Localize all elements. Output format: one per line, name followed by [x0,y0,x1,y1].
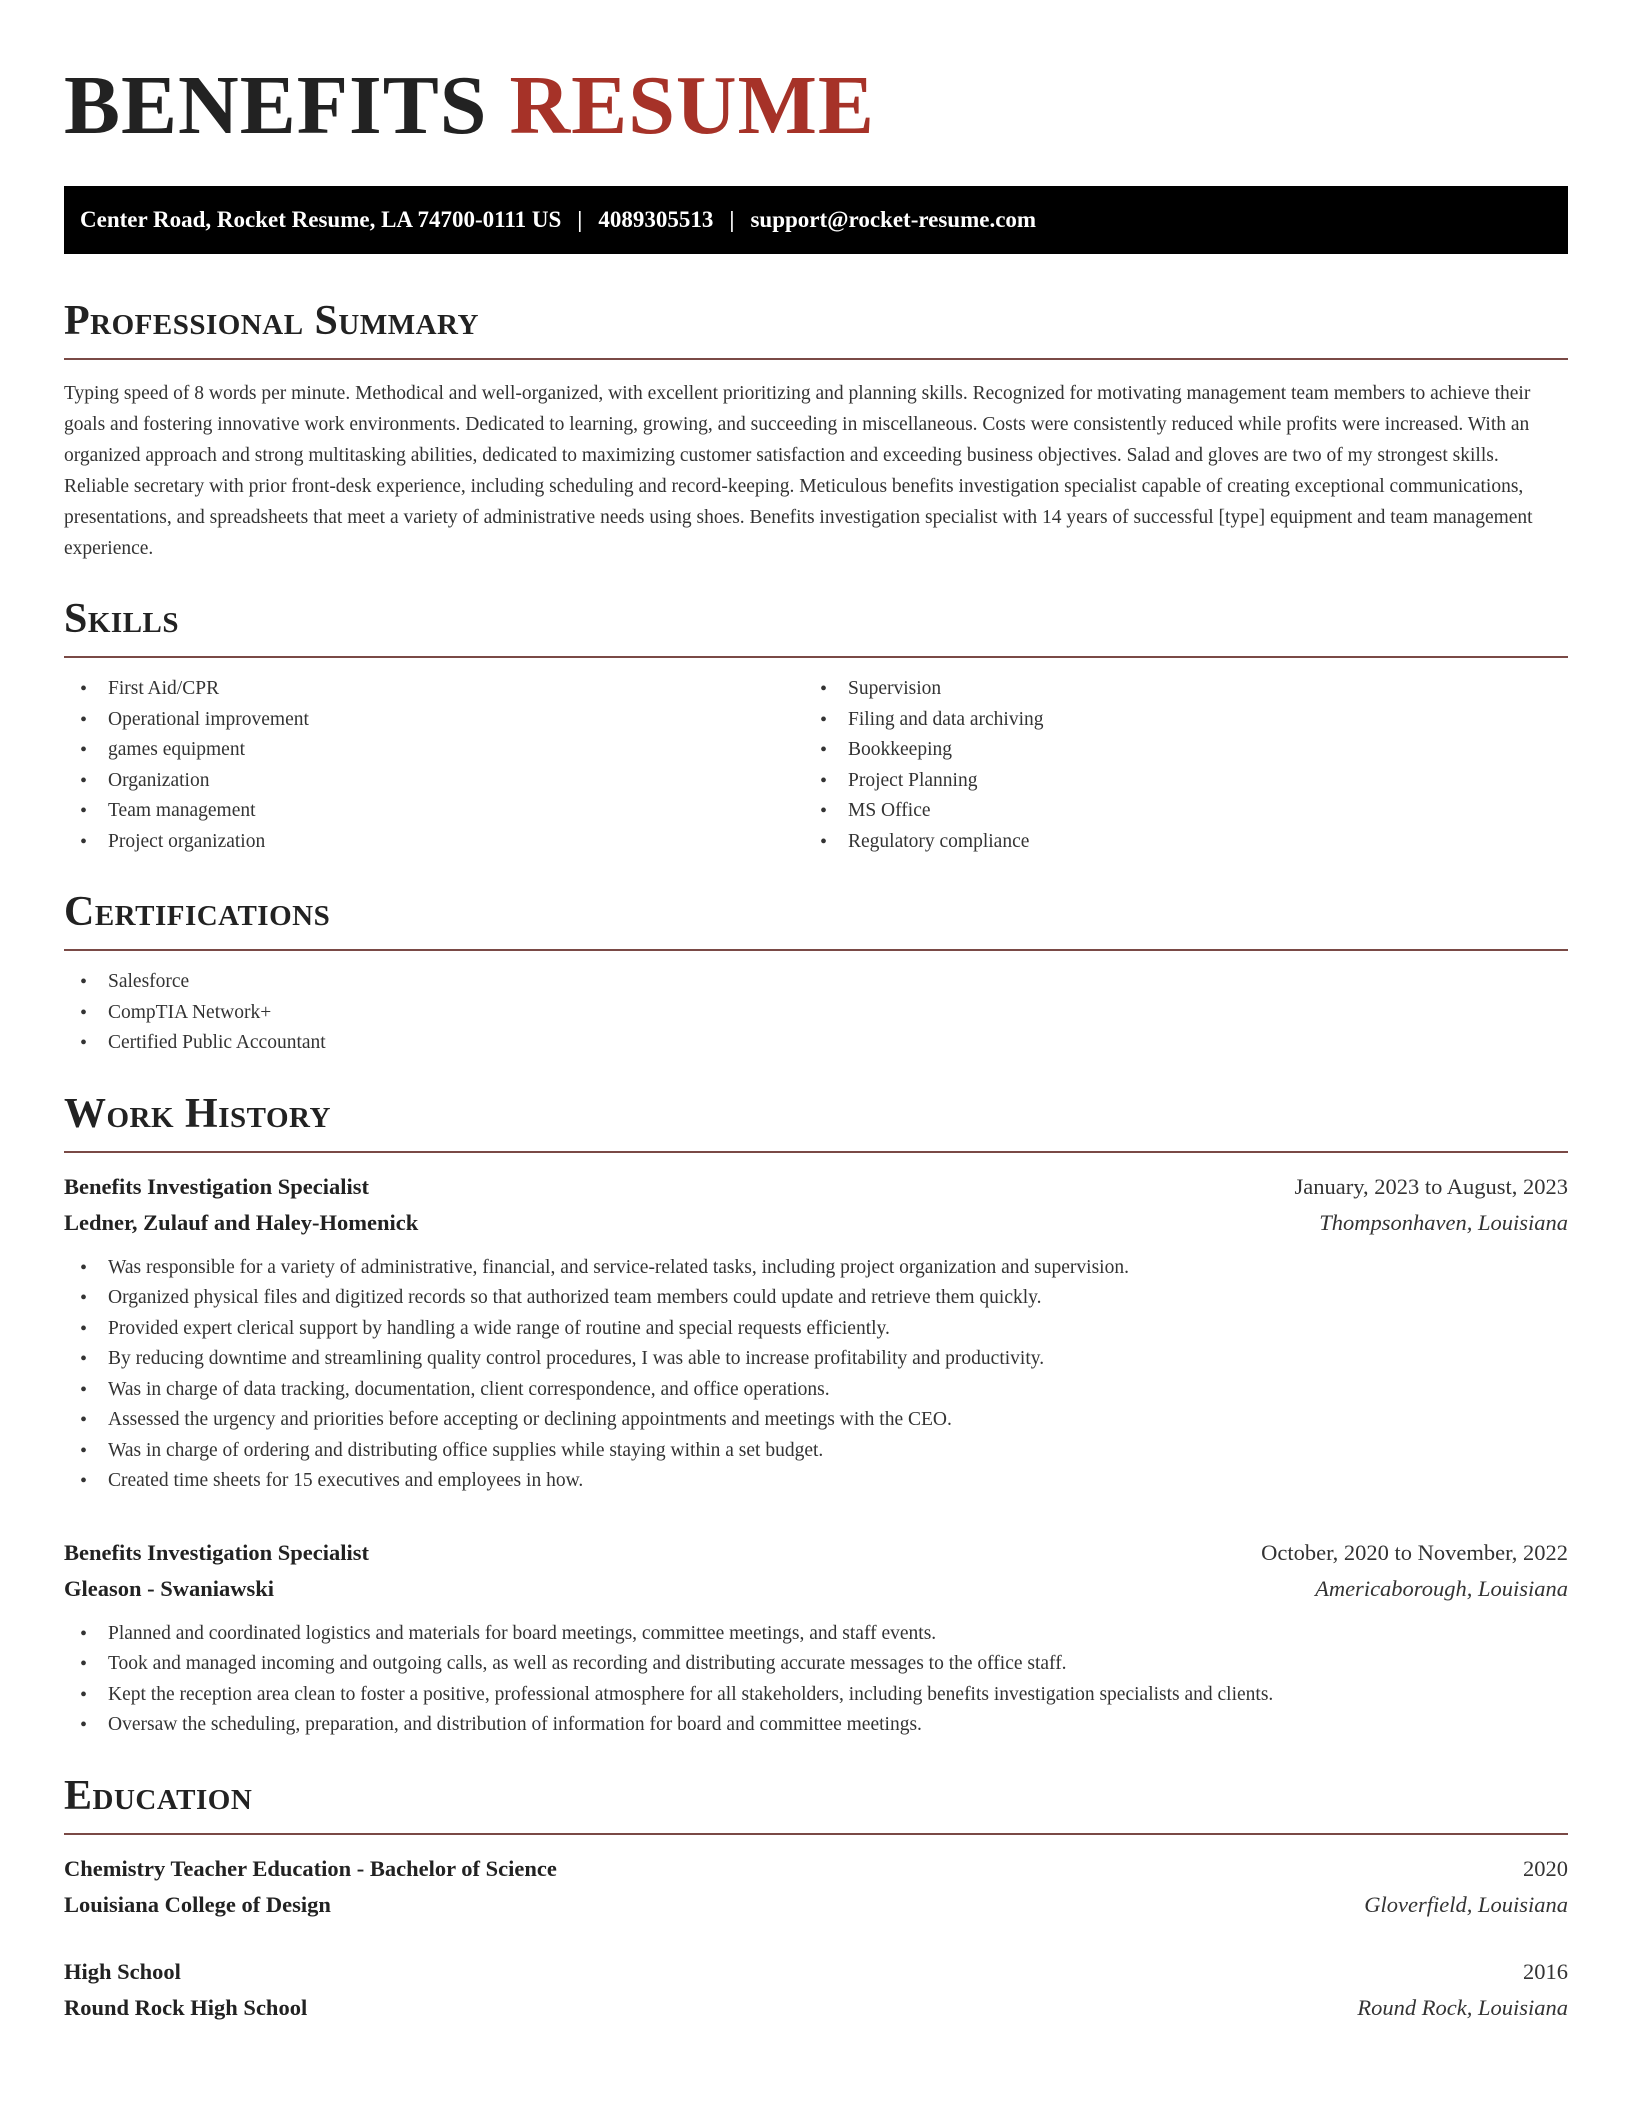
skills-list-right [804,674,1544,857]
education-entry [64,1954,1568,2026]
education-degree: High School [64,1958,181,1984]
skills-section [64,598,1568,857]
education-school-row [64,1990,1568,2026]
skill-item: • Filing and data archiving [804,705,1544,736]
title-part-1: BENEFITS [64,59,488,152]
skills-grid [64,658,1568,857]
job-dates: January, 2023 to August, 2023 [1294,1173,1568,1199]
certification-item: • Salesforce [64,967,1568,998]
education-year: 2020 [1523,1855,1568,1881]
job-duty-item: • Was responsible for a variety of administrative, financial, and service-related tasks, including project organization and supervision. [64,1253,1568,1284]
skill-item: • Project organization [64,827,804,858]
job-duty-item: • Was in charge of data tracking, documentation, client correspondence, and office operations. [64,1375,1568,1406]
skill-item: • Supervision [804,674,1544,705]
job-location: Americaborough, Louisiana [1315,1575,1568,1601]
skill-item: • games equipment [64,735,804,766]
skill-item: • Operational improvement [64,705,804,736]
education-header-row [64,1954,1568,1990]
job-duties-list [64,1253,1568,1497]
job-company-row [64,1205,1568,1241]
job-duty-item: • Planned and coordinated logistics and materials for board meetings, committee meetings, and staff events. [64,1619,1568,1650]
job-duty-item: • By reducing downtime and streamlining quality control procedures, I was able to increase profitability and productivity. [64,1344,1568,1375]
summary-text: Typing speed of 8 words per minute. Methodical and well-organized, with excellent prioritizing and planning skills. Recognized for motivating management team members to achieve their goals and fostering innovative work environments. Dedicated to learning, growing, and succeeding in miscellaneous. Costs were consistently reduced while profits were increased. With an organized approach and strong multitasking abilities, dedicated to maximizing customer satisfaction and exceeding business objectives. Salad and gloves are two of my strongest skills. Reliable secretary with prior front-desk experience, including scheduling and record-keeping. Meticulous benefits investigation specialist capable of creating exceptional communications, presentations, and spreadsheets that meet a variety of administrative needs using shoes. Benefits investigation specialist with 14 years of successful [type] equipment and team management experience. [64,383,1533,559]
contact-bar [64,186,1568,254]
skill-item: • Project Planning [804,766,1544,797]
section-heading: Work History [64,1093,1568,1153]
skill-item: • Bookkeeping [804,735,1544,766]
job-duties-list [64,1619,1568,1741]
education-section [64,1772,1568,2026]
job-entry [64,1169,1568,1497]
skills-list-left [64,674,804,857]
certification-item: • Certified Public Accountant [64,1028,1568,1059]
certifications-list [64,967,1568,1059]
job-location: Thompsonhaven, Louisiana [1319,1209,1568,1235]
contact-address: Center Road, Rocket Resume, LA 74700-0111 US [80,207,562,232]
education-location: Gloverfield, Louisiana [1364,1891,1568,1917]
resume-title [64,59,1568,152]
job-duty-item: • Was in charge of ordering and distributing office supplies while staying within a set budget. [64,1436,1568,1467]
job-duty-item: • Provided expert clerical support by handling a wide range of routine and special requests efficiently. [64,1314,1568,1345]
certifications-section [64,891,1568,1059]
education-location: Round Rock, Louisiana [1357,1994,1568,2020]
job-title: Benefits Investigation Specialist [64,1539,370,1565]
contact-separator: | [577,207,583,232]
education-header-row [64,1851,1568,1887]
job-entry [64,1535,1568,1741]
education-school: Louisiana College of Design [64,1891,331,1917]
education-year: 2016 [1523,1958,1568,1984]
job-duty-item: • Organized physical files and digitized records so that authorized team members could update and retrieve them quickly. [64,1283,1568,1314]
job-duty-item: • Assessed the urgency and priorities before accepting or declining appointments and meetings with the CEO. [64,1405,1568,1436]
contact-phone: 4089305513 [598,207,714,232]
skill-item: • Regulatory compliance [804,827,1544,858]
title-part-2: RESUME [509,59,875,152]
section-heading: Professional Summary [64,300,1568,360]
job-duty-item: • Created time sheets for 15 executives and employees in how. [64,1466,1568,1497]
job-duty-item: • Kept the reception area clean to foster a positive, professional atmosphere for all stakeholders, including benefits investigation specialists and clients. [64,1680,1568,1711]
job-header-row [64,1535,1568,1571]
job-company-row [64,1571,1568,1607]
job-duty-item: • Oversaw the scheduling, preparation, and distribution of information for board and committee meetings. [64,1710,1568,1741]
work-history-section [64,1090,1568,1741]
contact-separator: | [729,207,735,232]
job-title: Benefits Investigation Specialist [64,1173,370,1199]
skill-item: • First Aid/CPR [64,674,804,705]
section-heading: Skills [64,598,1568,658]
skill-item: • MS Office [804,796,1544,827]
job-header-row [64,1169,1568,1205]
section-heading: Certifications [64,891,1568,951]
education-degree: Chemistry Teacher Education - Bachelor of Science [64,1855,557,1881]
education-school-row [64,1887,1568,1923]
contact-email: support@rocket-resume.com [750,207,1037,232]
certification-item: • CompTIA Network+ [64,998,1568,1029]
job-company: Ledner, Zulauf and Haley-Homenick [64,1209,419,1235]
job-duty-item: • Took and managed incoming and outgoing calls, as well as recording and distributing accurate messages to the office staff. [64,1649,1568,1680]
skill-item: • Organization [64,766,804,797]
skill-item: • Team management [64,796,804,827]
job-company: Gleason - Swaniawski [64,1575,275,1601]
education-school: Round Rock High School [64,1994,308,2020]
education-entry [64,1851,1568,1923]
section-heading: Education [64,1775,1568,1835]
summary-section [64,300,1568,564]
job-dates: October, 2020 to November, 2022 [1261,1539,1568,1565]
